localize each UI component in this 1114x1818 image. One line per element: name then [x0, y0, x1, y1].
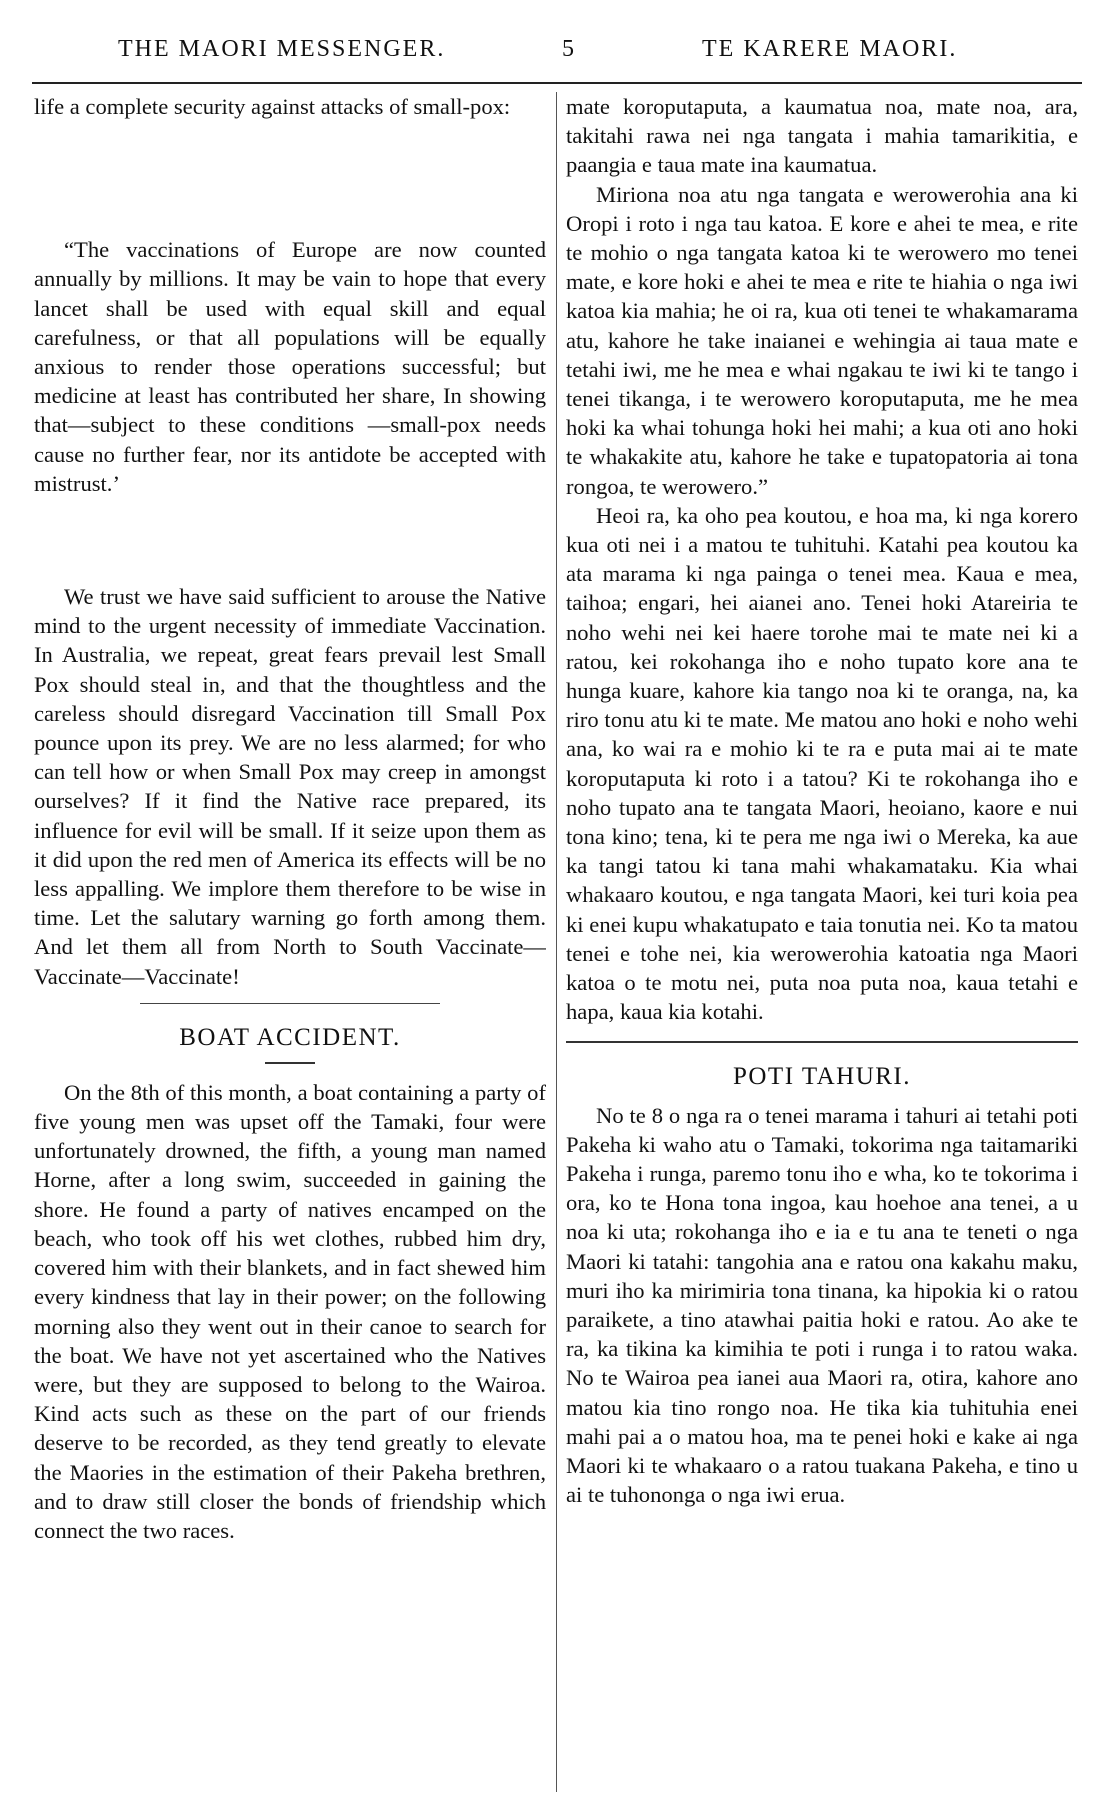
maori-article-heading: POTI TAHURI.: [732, 1062, 912, 1090]
spacer: [34, 498, 546, 582]
column-divider: [556, 92, 557, 1792]
maori-intro: mate koroputaputa, a kaumatua noa, mate noa, ara, takitahi rawa nei nga tangata i mahia tamarikitia, e paangia e taua mate ina kaumatua.: [566, 94, 1078, 178]
english-article: On the 8th of this month, a boat containing a party of five young men was upset off the Tamaki, four were unfortunately drowned, the fifth, a young man named Horne, after a long swim, succeeded in gaining the shore. He found a party of natives encamped on the beach, who took off his wet clothes, rubbed him dry, covered him with their blankets, and in fact shewed him every kindness that lay in their power; on the following morning also they went out in their canoe to search for the boat. We have not yet ascertained who the Natives were, but they are supposed to belong to the Wairoa. Kind acts such as these on the part of our friends deserve to be recorded, as they tend greatly to elevate the Maories in the estimation of their Pakeha brethren, and to draw still closer the bonds of friendship which connect the two races.: [34, 1079, 546, 1543]
section-divider: [566, 1041, 1078, 1043]
english-intro: life a complete security against attacks of small-pox:: [34, 94, 511, 119]
english-column: [34, 92, 546, 1802]
maori-paragraph: Heoi ra, ka oho pea koutou, e hoa ma, ki nga korero kua oti nei i a matou te tuhituhi. Katahi pea koutou ka ata marama ki nga painga o tenei mea. Kaua e mea, taihoa; engari, hei aianei ano. Tenei hoki Atareiria te noho wehi nei kei haere torohe mai te mate nei ki a ratou, kei rokohanga iho e noho tupato kore ana te hunga kuare, kahore kia tango noa ki te oranga, na, ka riro tonu atu ki te mate. Me matou ano hoki e noho wehi ana, ko wai ra e mohio ki te ra e puta mai ai te mate koroputaputa ki roto i a tatou? Ki te rokohanga iho e noho tupato ana te tangata Maori, heoiano, kaore e nui tona kino; tena, ki te pera me nga iwi o Mereka, ka aue ka tangi tatou ki tana mahi whakamataku. Kia whai whakaaro koutou, e nga tangata Maori, kei turi koia pea ki enei kupu whakatupato e taia tonutia nei. Ko ta matou tenei e tohe nei, kia werowerohia katoatia nga Maori katoa o te motu nei, puta noa puta noa, kaua tetahi e hapa, kaua kia kotahi.: [566, 502, 1078, 1025]
section-divider: [140, 1003, 440, 1004]
header-english-title: THE MAORI MESSENGER.: [118, 36, 446, 62]
english-quote: “The vaccinations of Europe are now counted annually by millions. It may be vain to hope that every lancet shall be used with equal skill and equal carefulness, or that all populations will be equally anxious to render those operations successful; but medicine at least has contributed her share, In showing that—subject to these conditions —small-pox needs cause no further fear, nor its antidote be accepted with mistrust.’: [34, 237, 546, 496]
maori-quote: Miriona noa atu nga tangata e werowerohia ana ki Oropi i roto i nga tau katoa. E kore e ahei te mea, e rite te mohio o nga tangata katoa ki te werowero mo tenei mate, e kore hoki e ahei te mea e rite te hiahia o nga iwi katoa kia mahia; he oi ra, kua oti tenei te whakamarama atu, kahore he take inaianei e wehingia ai taua mate e tetahi iwi, me he mea e whai ngakau te iwi ki te tango i tenei tikanga, i te werowero koroputaputa, me he mea hoki ka whai tohunga hoki hei mahi; a kua oti ano hoki te whakakite atu, kahore he take e tupatopatoria ai tona rongoa, te werowero.”: [566, 181, 1078, 499]
maori-column: [566, 92, 1078, 1802]
spacer: [34, 121, 546, 235]
page-header: [0, 36, 1114, 70]
header-maori-title: TE KARERE MAORI.: [702, 36, 958, 62]
header-rule: [32, 82, 1082, 84]
page-number: 5: [562, 36, 576, 62]
english-article-heading: BOAT ACCIDENT.: [179, 1023, 401, 1051]
heading-dash: [265, 1062, 315, 1064]
english-paragraph: We trust we have said sufficient to arouse the Native mind to the urgent necessity of immediate Vaccination. In Australia, we repeat, great fears prevail lest Small Pox should steal in, and that the thoughtless and the careless should disregard Vaccination till Small Pox pounce upon its prey. We are no less alarmed; for who can tell how or when Small Pox may creep in amongst ourselves? If it find the Native race prepared, its influence for evil will be small. If it seize upon them as it did upon the red men of America its effects will be no less appalling. We implore them therefore to be wise in time. Let the salutary warning go forth among them. And let them all from North to South Vaccinate—Vaccinate—Vaccinate!: [34, 584, 546, 989]
maori-article: No te 8 o nga ra o tenei marama i tahuri ai tetahi poti Pakeha ki waho atu o Tamaki, tokorima nga taitamariki Pakeha i runga, paremo tonu iho e wha, ko te tokorima i ora, ko te Hona tona ingoa, kau hoehoe ana tenei, a u noa ki uta; rokohanga iho e ia e tu ana te teneti o nga Maori ki tatahi: tangohia ana e ratou ona kakahu maku, muri iho ka mirimiria tona tinana, ka hipokia ki o ratou paraikete, a tino atawhai paitia hoki e ratou. Ao ake te ra, ka tikina ka kimihia te poti i runga i to ratou waka. No te Wairoa pea ianei aua Maori ra, otira, kahore ano matou kia tino rongo noa. He tika kia tuhituhia enei mahi pai a o matou hoa, ma te penei hoki e kake ai nga Maori ki te whakaaro o a ratou tuakana Pakeha, e tino u ai te tuhononga o nga iwi erua.: [566, 1102, 1078, 1508]
